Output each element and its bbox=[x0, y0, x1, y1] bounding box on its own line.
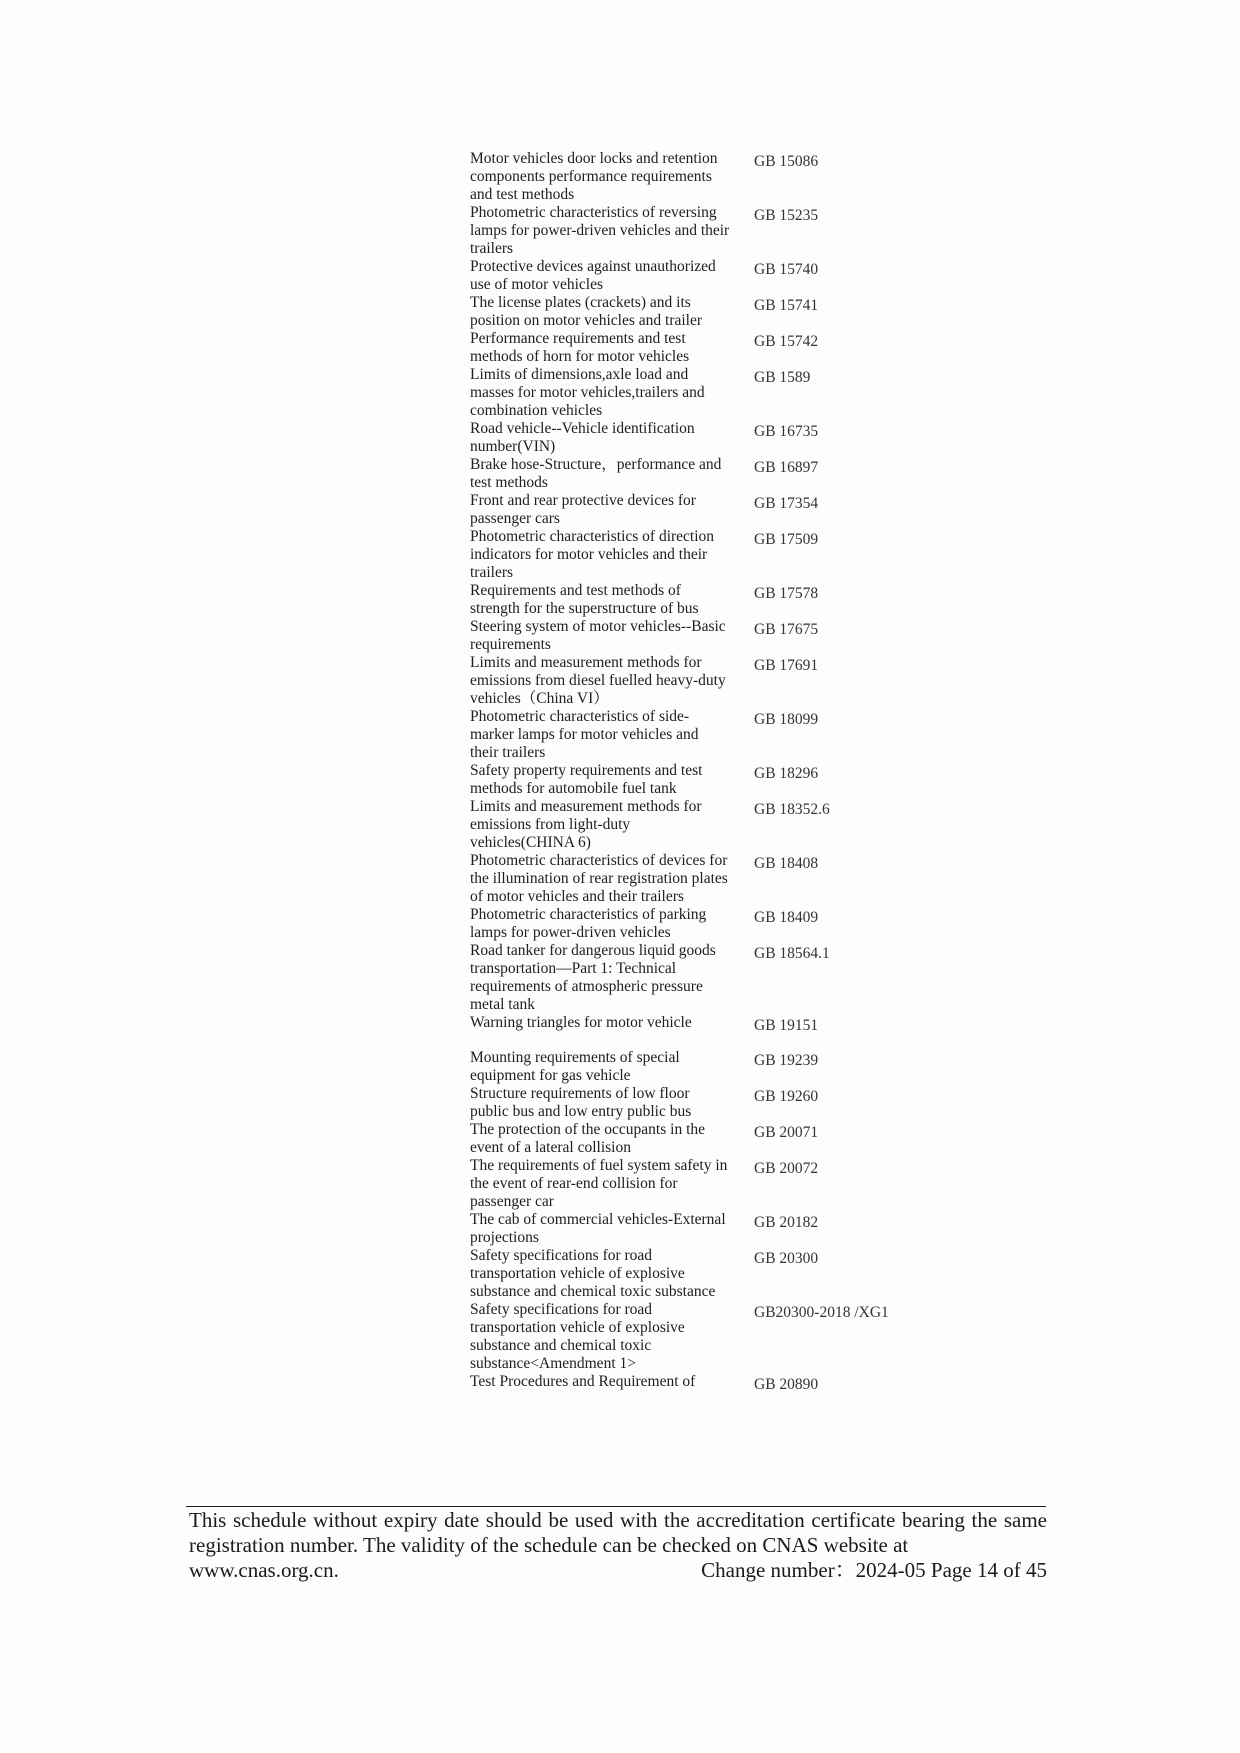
table-row bbox=[470, 204, 900, 258]
table-row bbox=[470, 294, 900, 330]
table-row bbox=[470, 618, 900, 654]
table-row bbox=[470, 1014, 900, 1035]
standard-number: GB 18099 bbox=[754, 711, 819, 728]
standard-number: GB 17509 bbox=[754, 531, 819, 548]
table-row bbox=[470, 906, 900, 942]
table-row bbox=[470, 1373, 900, 1394]
table-row bbox=[470, 798, 900, 852]
standard-title: The requirements of fuel system safety in the event of rear-end collision for passenger car bbox=[470, 1157, 728, 1210]
table-row bbox=[470, 582, 900, 618]
table-row bbox=[470, 1211, 900, 1247]
table-row bbox=[470, 366, 900, 420]
footer-url: www.cnas.org.cn. bbox=[189, 1558, 339, 1582]
table-row bbox=[470, 420, 900, 456]
table-row bbox=[470, 150, 900, 204]
standard-number: GB 20300 bbox=[754, 1250, 819, 1267]
standard-title: Safety property requirements and test methods for automobile fuel tank bbox=[470, 762, 703, 797]
table-row bbox=[470, 654, 900, 708]
standard-number: GB20300-2018 /XG1 bbox=[754, 1304, 889, 1321]
standard-title: The cab of commercial vehicles-External projections bbox=[470, 1211, 726, 1246]
standard-number: GB 17675 bbox=[754, 621, 819, 638]
standard-number: GB 18564.1 bbox=[754, 945, 830, 962]
standard-number: GB 20071 bbox=[754, 1124, 819, 1141]
standard-title: Photometric characteristics of direction indicators for motor vehicles and their trailers bbox=[470, 528, 715, 581]
table-row bbox=[470, 708, 900, 762]
standard-title: Photometric characteristics of parking lamps for power-driven vehicles bbox=[470, 906, 707, 941]
standard-title: The license plates (crackets) and its position on motor vehicles and trailer bbox=[470, 294, 703, 329]
footer-divider bbox=[186, 1506, 1046, 1507]
standard-number: GB 17354 bbox=[754, 495, 819, 512]
standard-number: GB 1589 bbox=[754, 369, 811, 386]
table-row bbox=[470, 492, 900, 528]
standard-title: Requirements and test methods of strength for the superstructure of bus bbox=[470, 582, 699, 617]
standard-title: Performance requirements and test methods of horn for motor vehicles bbox=[470, 330, 690, 365]
standard-number: GB 19239 bbox=[754, 1052, 819, 1069]
standard-number: GB 17578 bbox=[754, 585, 819, 602]
standard-title: Front and rear protective devices for passenger cars bbox=[470, 492, 696, 527]
standard-title: Road tanker for dangerous liquid goods transportation—Part 1: Technical requirements of atmospheric pressure metal tank bbox=[470, 942, 716, 1013]
standard-number: GB 18352.6 bbox=[754, 801, 830, 818]
table-row bbox=[470, 1157, 900, 1211]
standard-number: GB 19151 bbox=[754, 1017, 819, 1034]
standard-title: Limits of dimensions,axle load and masses for motor vehicles,trailers and combination vehicles bbox=[470, 366, 705, 419]
standard-title: Steering system of motor vehicles--Basic requirements bbox=[470, 618, 726, 653]
standard-number: GB 17691 bbox=[754, 657, 819, 674]
standard-title: Protective devices against unauthorized use of motor vehicles bbox=[470, 258, 716, 293]
standard-title: Mounting requirements of special equipment for gas vehicle bbox=[470, 1049, 680, 1084]
table-row bbox=[470, 1301, 900, 1373]
standard-number: GB 15740 bbox=[754, 261, 819, 278]
standard-number: GB 20072 bbox=[754, 1160, 819, 1177]
footer-last-line bbox=[189, 1558, 1047, 1583]
standard-title: Photometric characteristics of side-marker lamps for motor vehicles and their trailers bbox=[470, 708, 699, 761]
table-row bbox=[470, 1085, 900, 1121]
standard-title: Test Procedures and Requirement of bbox=[470, 1373, 696, 1390]
standard-title: Limits and measurement methods for emissions from diesel fuelled heavy-duty vehicles（China VI） bbox=[470, 654, 726, 707]
standard-title: Structure requirements of low floor public bus and low entry public bus bbox=[470, 1085, 692, 1120]
footer-change-number: Change number：2024-05 Page 14 of 45 bbox=[701, 1558, 1047, 1582]
table-row bbox=[470, 852, 900, 906]
standard-number: GB 19260 bbox=[754, 1088, 819, 1105]
standard-number: GB 18408 bbox=[754, 855, 819, 872]
standard-title: Road vehicle--Vehicle identification number(VIN) bbox=[470, 420, 695, 455]
table-row bbox=[470, 1121, 900, 1157]
table-row bbox=[470, 762, 900, 798]
standard-number: GB 15741 bbox=[754, 297, 819, 314]
standard-title: Photometric characteristics of reversing lamps for power-driven vehicles and their trailers bbox=[470, 204, 730, 257]
table-row bbox=[470, 258, 900, 294]
table-row bbox=[470, 456, 900, 492]
standard-title: Safety specifications for road transportation vehicle of explosive substance and chemical toxic substance bbox=[470, 1247, 716, 1300]
standard-number: GB 18296 bbox=[754, 765, 819, 782]
standard-title: Motor vehicles door locks and retention components performance requirements and test methods bbox=[470, 150, 718, 203]
table-row bbox=[470, 942, 900, 1014]
table-row bbox=[470, 1049, 900, 1085]
standard-number: GB 15235 bbox=[754, 207, 819, 224]
standard-number: GB 20182 bbox=[754, 1214, 819, 1231]
standard-number: GB 15742 bbox=[754, 333, 819, 350]
standard-title: Brake hose-Structure，performance and test methods bbox=[470, 456, 722, 491]
table-row bbox=[470, 330, 900, 366]
standard-number: GB 18409 bbox=[754, 909, 819, 926]
standard-title: Safety specifications for road transportation vehicle of explosive substance and chemical toxic substance<Amendment 1> bbox=[470, 1301, 685, 1372]
standard-number: GB 15086 bbox=[754, 153, 819, 170]
standard-title: Photometric characteristics of devices for the illumination of rear registration plates of motor vehicles and their trailers bbox=[470, 852, 728, 905]
standard-title: Warning triangles for motor vehicle bbox=[470, 1014, 692, 1031]
footer-notice: This schedule without expiry date should be used with the accreditation certificate bearing the same registration number. The validity of the schedule can be checked on CNAS website at bbox=[189, 1508, 1047, 1557]
standard-title: The protection of the occupants in the event of a lateral collision bbox=[470, 1121, 706, 1156]
standard-number: GB 20890 bbox=[754, 1376, 819, 1393]
standard-number: GB 16897 bbox=[754, 459, 819, 476]
table-row bbox=[470, 1247, 900, 1301]
standard-title: Limits and measurement methods for emissions from light-duty vehicles(CHINA 6) bbox=[470, 798, 702, 851]
table-row bbox=[470, 528, 900, 582]
standards-table bbox=[470, 150, 900, 1394]
standard-number: GB 16735 bbox=[754, 423, 819, 440]
